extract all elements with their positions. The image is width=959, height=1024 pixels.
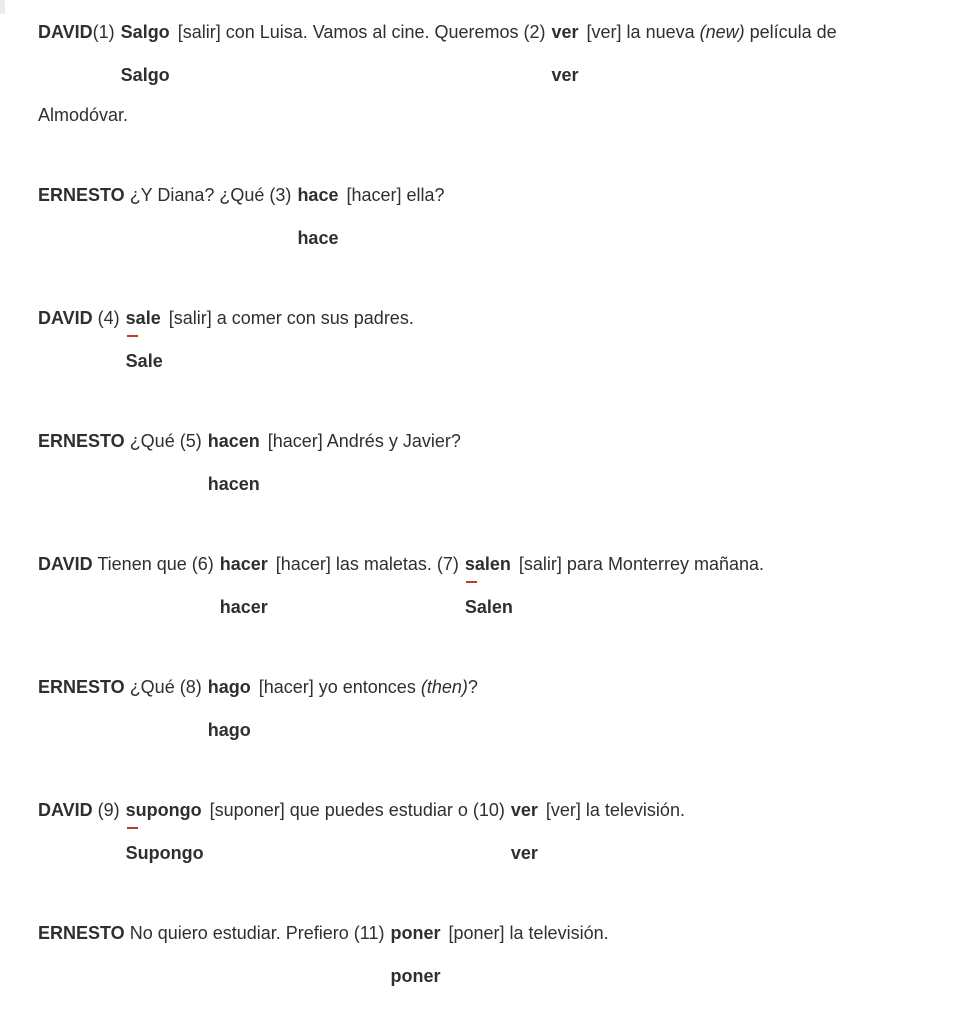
sentence-text: [hacer] Andrés y Javier? — [267, 431, 461, 451]
dialogue-item — [38, 921, 953, 988]
correct-answer: ver — [510, 843, 538, 863]
answer-text: supongo — [125, 800, 202, 820]
answer-blank[interactable] — [121, 20, 170, 44]
correct-answer: Supongo — [125, 843, 204, 863]
correct-answers-row — [38, 841, 953, 865]
scroll-edge — [0, 0, 5, 14]
dialogue-item — [38, 20, 953, 127]
error-mark — [127, 827, 138, 829]
speaker-name: DAVID — [38, 554, 93, 574]
speaker-name: DAVID — [38, 22, 93, 42]
sentence-text: [salir] a comer con sus padres. — [168, 308, 414, 328]
sentence-text: película de — [744, 22, 837, 42]
answer-blank[interactable] — [126, 306, 161, 330]
speaker-name: ERNESTO — [38, 677, 125, 697]
dialogue-item — [38, 798, 953, 865]
answer-blank[interactable] — [220, 552, 268, 576]
dialogue-line — [38, 183, 953, 207]
error-mark — [127, 335, 138, 337]
sentence-text: [ver] la nueva — [586, 22, 700, 42]
dialogue-line — [38, 675, 953, 699]
answer-text: salen — [464, 554, 511, 574]
sentence-text: (1) — [92, 22, 115, 42]
correct-answer: Sale — [125, 351, 163, 371]
correct-answers-row — [38, 226, 953, 250]
correct-answer: hace — [297, 228, 339, 248]
sentence-text: No quiero estudiar. Prefiero (11) — [124, 923, 385, 943]
correct-answers-row — [38, 718, 953, 742]
sentence-text: (9) — [92, 800, 120, 820]
sentence-text: [hacer] yo entonces — [258, 677, 421, 697]
sentence-text: [salir] con Luisa. Vamos al cine. Queremos (2) — [177, 22, 546, 42]
sentence-text: [suponer] que puedes estudiar o (10) — [209, 800, 505, 820]
speaker-name: DAVID — [38, 308, 93, 328]
correct-answer: hacer — [219, 597, 268, 617]
answer-text: hacer — [219, 554, 268, 574]
speaker-name: DAVID — [38, 800, 93, 820]
dialogue-line — [38, 798, 953, 822]
answer-text: hacen — [207, 431, 260, 451]
error-mark — [466, 581, 477, 583]
dialogue-line — [38, 306, 953, 330]
sentence-text: ¿Y Diana? ¿Qué (3) — [124, 185, 292, 205]
dialogue-item — [38, 183, 953, 250]
correct-answers-row — [38, 472, 953, 496]
sentence-text: Tienen que (6) — [92, 554, 214, 574]
dialogue-line-continuation: Almodóvar. — [38, 105, 129, 125]
dialogue-line — [38, 552, 953, 576]
dialogue-line — [38, 921, 953, 945]
sentence-text: (4) — [92, 308, 120, 328]
answer-blank[interactable] — [208, 675, 251, 699]
correct-answers-row — [38, 595, 953, 619]
answer-text: sale — [125, 308, 161, 328]
speaker-name: ERNESTO — [38, 431, 125, 451]
answer-text: hago — [207, 677, 251, 697]
answer-blank[interactable] — [390, 921, 440, 945]
dialogue-item — [38, 552, 953, 619]
correct-answers-row — [38, 964, 953, 988]
dialogue-line — [38, 20, 953, 44]
sentence-text: ¿Qué (8) — [124, 677, 202, 697]
speaker-name: ERNESTO — [38, 923, 125, 943]
answer-blank[interactable] — [208, 429, 260, 453]
correct-answer: poner — [390, 966, 441, 986]
correct-answers-row — [38, 63, 953, 87]
answer-text: ver — [510, 800, 538, 820]
correct-answer: Salgo — [120, 65, 170, 85]
sentence-text: [poner] la televisión. — [448, 923, 609, 943]
answer-blank[interactable] — [297, 183, 338, 207]
dialogue-item — [38, 429, 953, 496]
answer-text: poner — [390, 923, 441, 943]
answer-text: hace — [297, 185, 339, 205]
correct-answer: ver — [551, 65, 579, 85]
speaker-name: ERNESTO — [38, 185, 125, 205]
sentence-text: [salir] para Monterrey mañana. — [518, 554, 765, 574]
dialogue-line — [38, 429, 953, 453]
dialogue-item — [38, 306, 953, 373]
answer-blank[interactable] — [465, 552, 511, 576]
dialogue-item — [38, 675, 953, 742]
exercise-dialogue — [38, 20, 953, 988]
correct-answers-row — [38, 349, 953, 373]
sentence-text: ¿Qué (5) — [124, 431, 202, 451]
gloss-text: (new) — [699, 22, 745, 42]
answer-blank[interactable] — [552, 20, 579, 44]
correct-answer: hago — [207, 720, 251, 740]
gloss-text: (then) — [420, 677, 468, 697]
answer-blank[interactable] — [511, 798, 538, 822]
sentence-text: [hacer] las maletas. (7) — [275, 554, 459, 574]
answer-text: ver — [551, 22, 579, 42]
sentence-text: ? — [467, 677, 478, 697]
sentence-text: [hacer] ella? — [346, 185, 445, 205]
answer-blank[interactable] — [126, 798, 202, 822]
correct-answer: Salen — [464, 597, 513, 617]
sentence-text: [ver] la televisión. — [545, 800, 685, 820]
correct-answer: hacen — [207, 474, 260, 494]
answer-text: Salgo — [120, 22, 170, 42]
